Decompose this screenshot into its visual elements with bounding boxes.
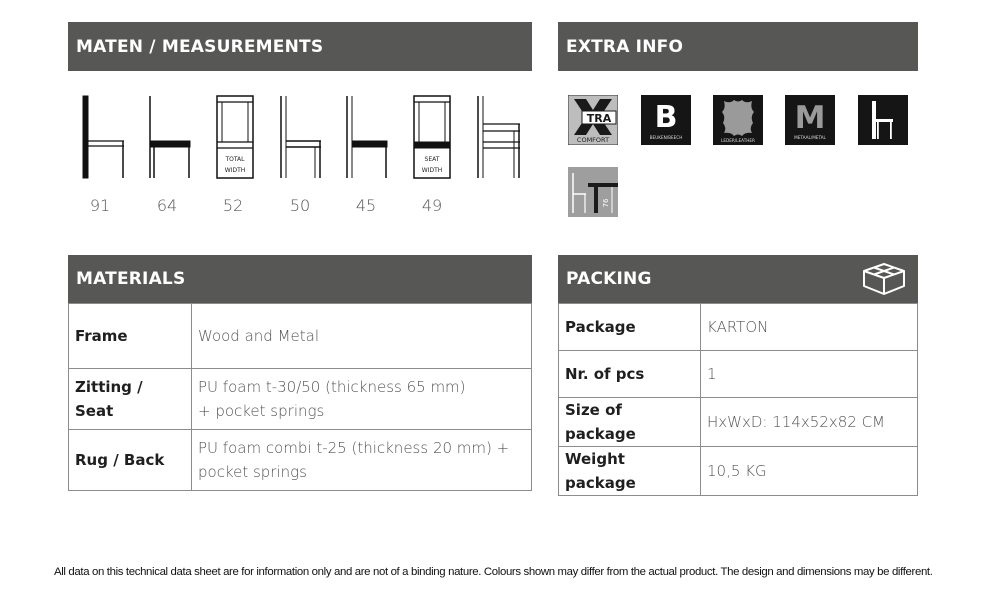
materials-value-back: [192, 430, 532, 491]
materials-key-seat: Zitting / Seat: [69, 369, 192, 430]
materials-value-back-line1: PU foam combi t-25 (thickness 20 mm) +: [198, 439, 510, 457]
materials-value-seat-line1: PU foam t-30/50 (thickness 65 mm): [198, 378, 466, 396]
materials-title: MATERIALS: [76, 269, 186, 289]
materials-table: [68, 303, 532, 491]
table-row: [559, 304, 918, 351]
measurement-seat-depth: 45: [355, 196, 377, 215]
measurements-title: MATEN / MEASUREMENTS: [76, 36, 324, 57]
leather-icon: [713, 95, 763, 145]
packing-key-pcs: Nr. of pcs: [559, 351, 701, 398]
materials-header: [68, 255, 532, 303]
xtra-letters: TRA: [586, 112, 612, 125]
chair-seat-height-diagram: [150, 96, 190, 178]
measurement-depth: 50: [289, 196, 311, 215]
chair-total-width-diagram: [217, 96, 253, 178]
table-height-icon: [568, 167, 618, 217]
materials-key-back: Rug / Back: [69, 430, 192, 491]
extra-info-header: [558, 22, 918, 71]
table-row: [559, 398, 918, 447]
table-row: [69, 304, 532, 369]
chair-depth-diagram: [281, 96, 321, 178]
materials-value-frame-line1: Wood and Metal: [198, 327, 319, 345]
table-row: [69, 430, 532, 491]
table-row: [69, 369, 532, 430]
extra-info-title: EXTRA INFO: [566, 36, 684, 57]
total-width-label-2: WIDTH: [224, 167, 246, 174]
packing-value-pcs: 1: [701, 351, 918, 398]
chair-total-height-diagram: [83, 96, 124, 178]
packing-key-weight: Weight package: [559, 447, 701, 496]
chair-seat-width-diagram: [414, 96, 450, 178]
chair-icon: [858, 95, 908, 145]
measurement-total-width: 52: [222, 196, 244, 215]
measurements-header: [68, 22, 532, 71]
packing-table: [558, 303, 918, 496]
measurement-seat-height: 64: [156, 196, 178, 215]
metal-icon: [785, 95, 835, 145]
measurement-seat-width: 49: [421, 196, 443, 215]
packing-value-weight: 10,5 KG: [701, 447, 918, 496]
xtra-caption: COMFORT: [576, 136, 610, 144]
table-row: [559, 351, 918, 398]
table-height-value: 76: [602, 198, 610, 208]
chair-armrest-diagram: [478, 96, 520, 178]
disclaimer-text: All data on this technical data sheet are for information only and are not of a binding nature. Colours shown may differ from the actual product. The design and dimensions may be different.: [54, 566, 933, 578]
packing-key-size: Size of package: [559, 398, 701, 447]
seat-width-label-2: WIDTH: [421, 167, 443, 174]
xtra-comfort-icon: [568, 95, 618, 145]
beech-caption: BEUKEN/BEECH: [649, 135, 683, 140]
metal-letter: M: [794, 100, 826, 136]
materials-value-seat-line2: + pocket springs: [198, 402, 325, 420]
materials-value-seat: [192, 369, 532, 430]
materials-value-frame: [192, 304, 532, 369]
seat-width-label-1: SEAT: [424, 156, 440, 163]
packing-title: PACKING: [566, 269, 652, 289]
leather-caption: LEDER/LEATHER: [721, 138, 755, 143]
table-row: [559, 447, 918, 496]
beech-letter: B: [654, 100, 678, 135]
packing-value-package: KARTON: [701, 304, 918, 351]
materials-value-back-line2: pocket springs: [198, 463, 307, 481]
packing-header: [558, 255, 918, 303]
packing-value-size: HxWxD: 114x52x82 CM: [701, 398, 918, 447]
packing-key-package: Package: [559, 304, 701, 351]
box-icon: [862, 262, 906, 296]
chair-seat-depth-diagram: [347, 96, 387, 178]
metal-caption: METAAL/METAL: [794, 135, 826, 140]
total-width-label-1: TOTAL: [225, 156, 245, 163]
materials-key-frame: Frame: [69, 304, 192, 369]
beech-icon: [641, 95, 691, 145]
measurement-total-height: 91: [89, 196, 111, 215]
